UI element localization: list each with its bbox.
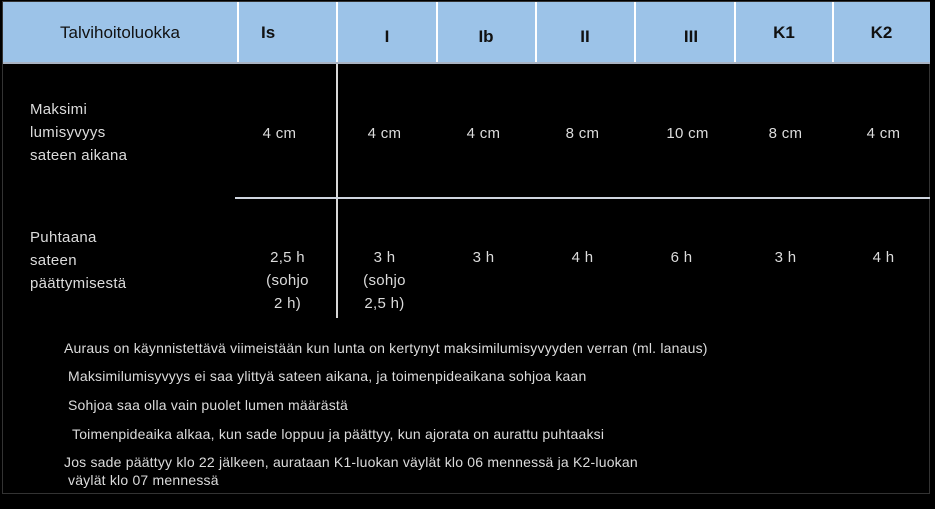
note-text: Maksimilumisyvyys ei saa ylittyä sateen aikana, ja toimenpideaikana sohjoa kaan [68, 368, 587, 384]
row-label-line: lumisyvyys [30, 124, 106, 141]
table-cell: 4 cm [866, 125, 901, 142]
row-label-max-snow-depth [30, 98, 127, 167]
table-cell: 3 h [774, 249, 797, 266]
row-label-clear-after-snowfall [30, 226, 126, 295]
row-label-line: Puhtaana [30, 229, 97, 246]
table-cell: 6 h [670, 249, 693, 266]
header-class-ib: Ib [478, 26, 494, 46]
table-cell: 8 cm [565, 125, 600, 142]
table-cell: 4 h [571, 249, 594, 266]
note-text: Sohjoa saa olla vain puolet lumen määrästä [68, 397, 349, 413]
row-label-line: päättymisestä [30, 275, 127, 292]
header-class-k1: K1 [773, 22, 795, 42]
note-text: Toimenpideaika alkaa, kun sade loppuu ja päättyy, kun ajorata on aurattu puhtaaksi [72, 426, 605, 442]
cell-line: 2,5 h [270, 249, 305, 266]
table-cell: 10 cm [666, 125, 709, 142]
header-class-iii: III [683, 26, 699, 46]
table-cell: 3 h [472, 249, 495, 266]
header-class-ii: II [580, 26, 590, 46]
row-divider [235, 197, 930, 199]
header-class-label: Talvihoitoluokka [59, 22, 180, 42]
header-divider [336, 2, 338, 63]
cell-line: (sohjo [266, 272, 309, 289]
cell-line: 2 h) [273, 295, 302, 312]
table-cell: 4 cm [262, 125, 297, 142]
note-text: Auraus on käynnistettävä viimeistään kun lunta on kertynyt maksimilumisyvyyden verran (ml. lanaus) [64, 340, 708, 356]
note-text: Jos sade päättyy klo 22 jälkeen, aurataan K1-luokan väylät klo 06 mennessä ja K2-luokan [64, 454, 638, 470]
table-cell [337, 246, 432, 315]
header-divider [734, 2, 736, 63]
table-cell [240, 246, 335, 315]
header-class-i: I [384, 26, 390, 46]
header-divider [634, 2, 636, 63]
note-text: väylät klo 07 mennessä [68, 472, 219, 488]
row-label-line: Maksimi [30, 101, 88, 118]
row-label-line: sateen aikana [30, 147, 128, 164]
header-class-k2: K2 [870, 22, 893, 42]
table-cell: 8 cm [768, 125, 803, 142]
cell-line: 3 h [373, 249, 396, 266]
header-divider [237, 2, 239, 63]
table-cell: 4 h [872, 249, 895, 266]
table-cell: 4 cm [367, 125, 402, 142]
header-bottom-border [3, 62, 930, 64]
header-class-is: Is [261, 22, 276, 42]
cell-line: (sohjo [363, 272, 406, 289]
cell-line: 2,5 h) [364, 295, 405, 312]
header-divider [436, 2, 438, 63]
row-label-line: sateen [30, 252, 77, 269]
table-cell: 4 cm [466, 125, 501, 142]
header-divider [535, 2, 537, 63]
header-divider [832, 2, 834, 63]
